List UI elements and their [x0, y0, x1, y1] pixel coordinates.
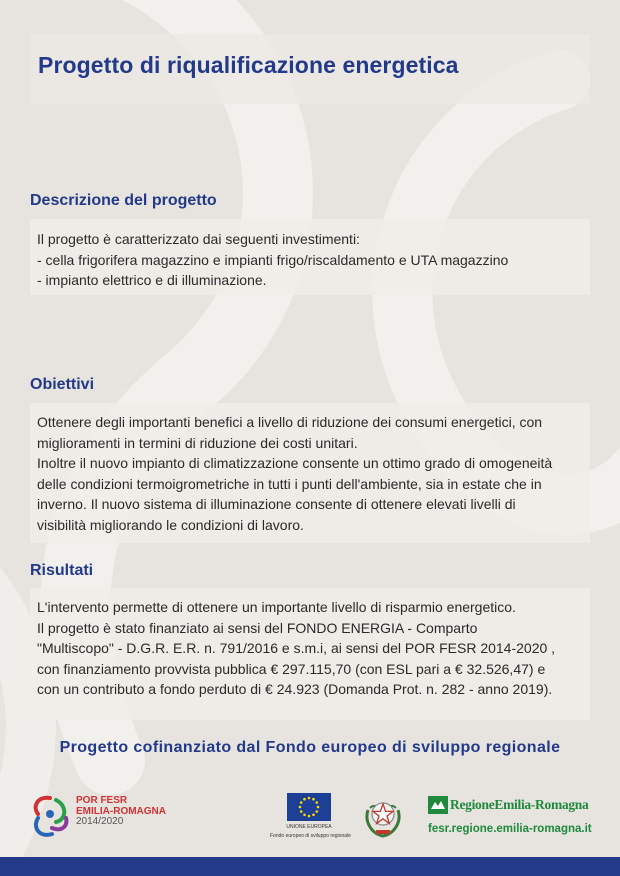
eu-fund-label: Fondo europeo di sviluppo regionale — [270, 833, 351, 839]
results-body — [30, 588, 590, 720]
por-fesr-years: 2014/2020 — [76, 816, 124, 827]
objectives-body — [30, 403, 590, 543]
regione-name: RegioneEmilia-Romagna — [450, 797, 589, 812]
description-line: - impianto elettrico e di illuminazione. — [37, 272, 267, 288]
footer-bar — [0, 857, 620, 876]
results-line: con un contributo a fondo perduto di € 24.923 (Domanda Prot. n. 282 - anno 2019). — [37, 681, 553, 697]
objectives-line: visibilità migliorando le condizioni di lavoro. — [37, 516, 304, 533]
objectives-line: Ottenere degli importanti benefici a livello di riduzione dei consumi energetici, con — [37, 414, 543, 430]
regione-emilia-romagna-logo — [428, 795, 593, 839]
objectives-line: Inoltre il nuovo impianto di climatizzazione consente un ottimo grado di omogeneità — [37, 455, 553, 471]
objectives-heading: Obiettivi — [30, 376, 95, 393]
eu-flag-icon — [287, 793, 331, 821]
objectives-line: delle condizioni termoigrometriche in tutti i punti dell'ambiente, sia in estate che in — [37, 475, 542, 492]
results-line: con finanziamento provvista pubblica € 297.115,70 (con ESL pari a € 32.526,47) e — [37, 660, 546, 677]
objectives-line: inverno. Il nuovo sistema di illuminazione consente di ottenere elevati livelli di — [37, 496, 516, 512]
por-fesr-logo — [28, 792, 198, 842]
results-line: "Multiscopo" - D.G.R. E.R. n. 791/2016 e s.m.i, ai sensi del POR FESR 2014-2020 , — [37, 640, 556, 656]
description-heading: Descrizione del progetto — [30, 192, 217, 209]
eu-logo — [270, 793, 351, 841]
page-title: Progetto di riqualificazione energetica — [38, 52, 459, 78]
objectives-line: miglioramenti in termini di riduzione dei costi unitari. — [37, 434, 358, 451]
results-heading: Risultati — [30, 562, 94, 579]
por-fesr-label: POR FESR — [76, 795, 128, 806]
description-line: Il progetto è caratterizzato dai seguenti investimenti: — [37, 231, 360, 247]
italian-republic-emblem — [362, 792, 404, 838]
cofinancing-statement: Progetto cofinanziato dal Fondo europeo di sviluppo regionale — [59, 739, 561, 756]
italian-republic-emblem-icon — [362, 792, 404, 838]
results-line: Il progetto è stato finanziato ai sensi del FONDO ENERGIA - Comparto — [37, 619, 478, 636]
por-fesr-region: EMILIA-ROMAGNA — [76, 805, 166, 817]
eu-label: UNIONE EUROPEA — [286, 824, 332, 830]
por-fesr-swirl-icon — [28, 792, 72, 840]
regione-url: fesr.regione.emilia-romagna.it — [428, 823, 592, 835]
description-line: - cella frigorifera magazzino e impianti frigo/riscaldamento e UTA magazzino — [37, 251, 509, 268]
regione-emilia-romagna-mark-icon — [428, 796, 448, 814]
results-line: L'intervento permette di ottenere un importante livello di risparmio energetico. — [37, 599, 516, 615]
description-body — [30, 219, 590, 295]
